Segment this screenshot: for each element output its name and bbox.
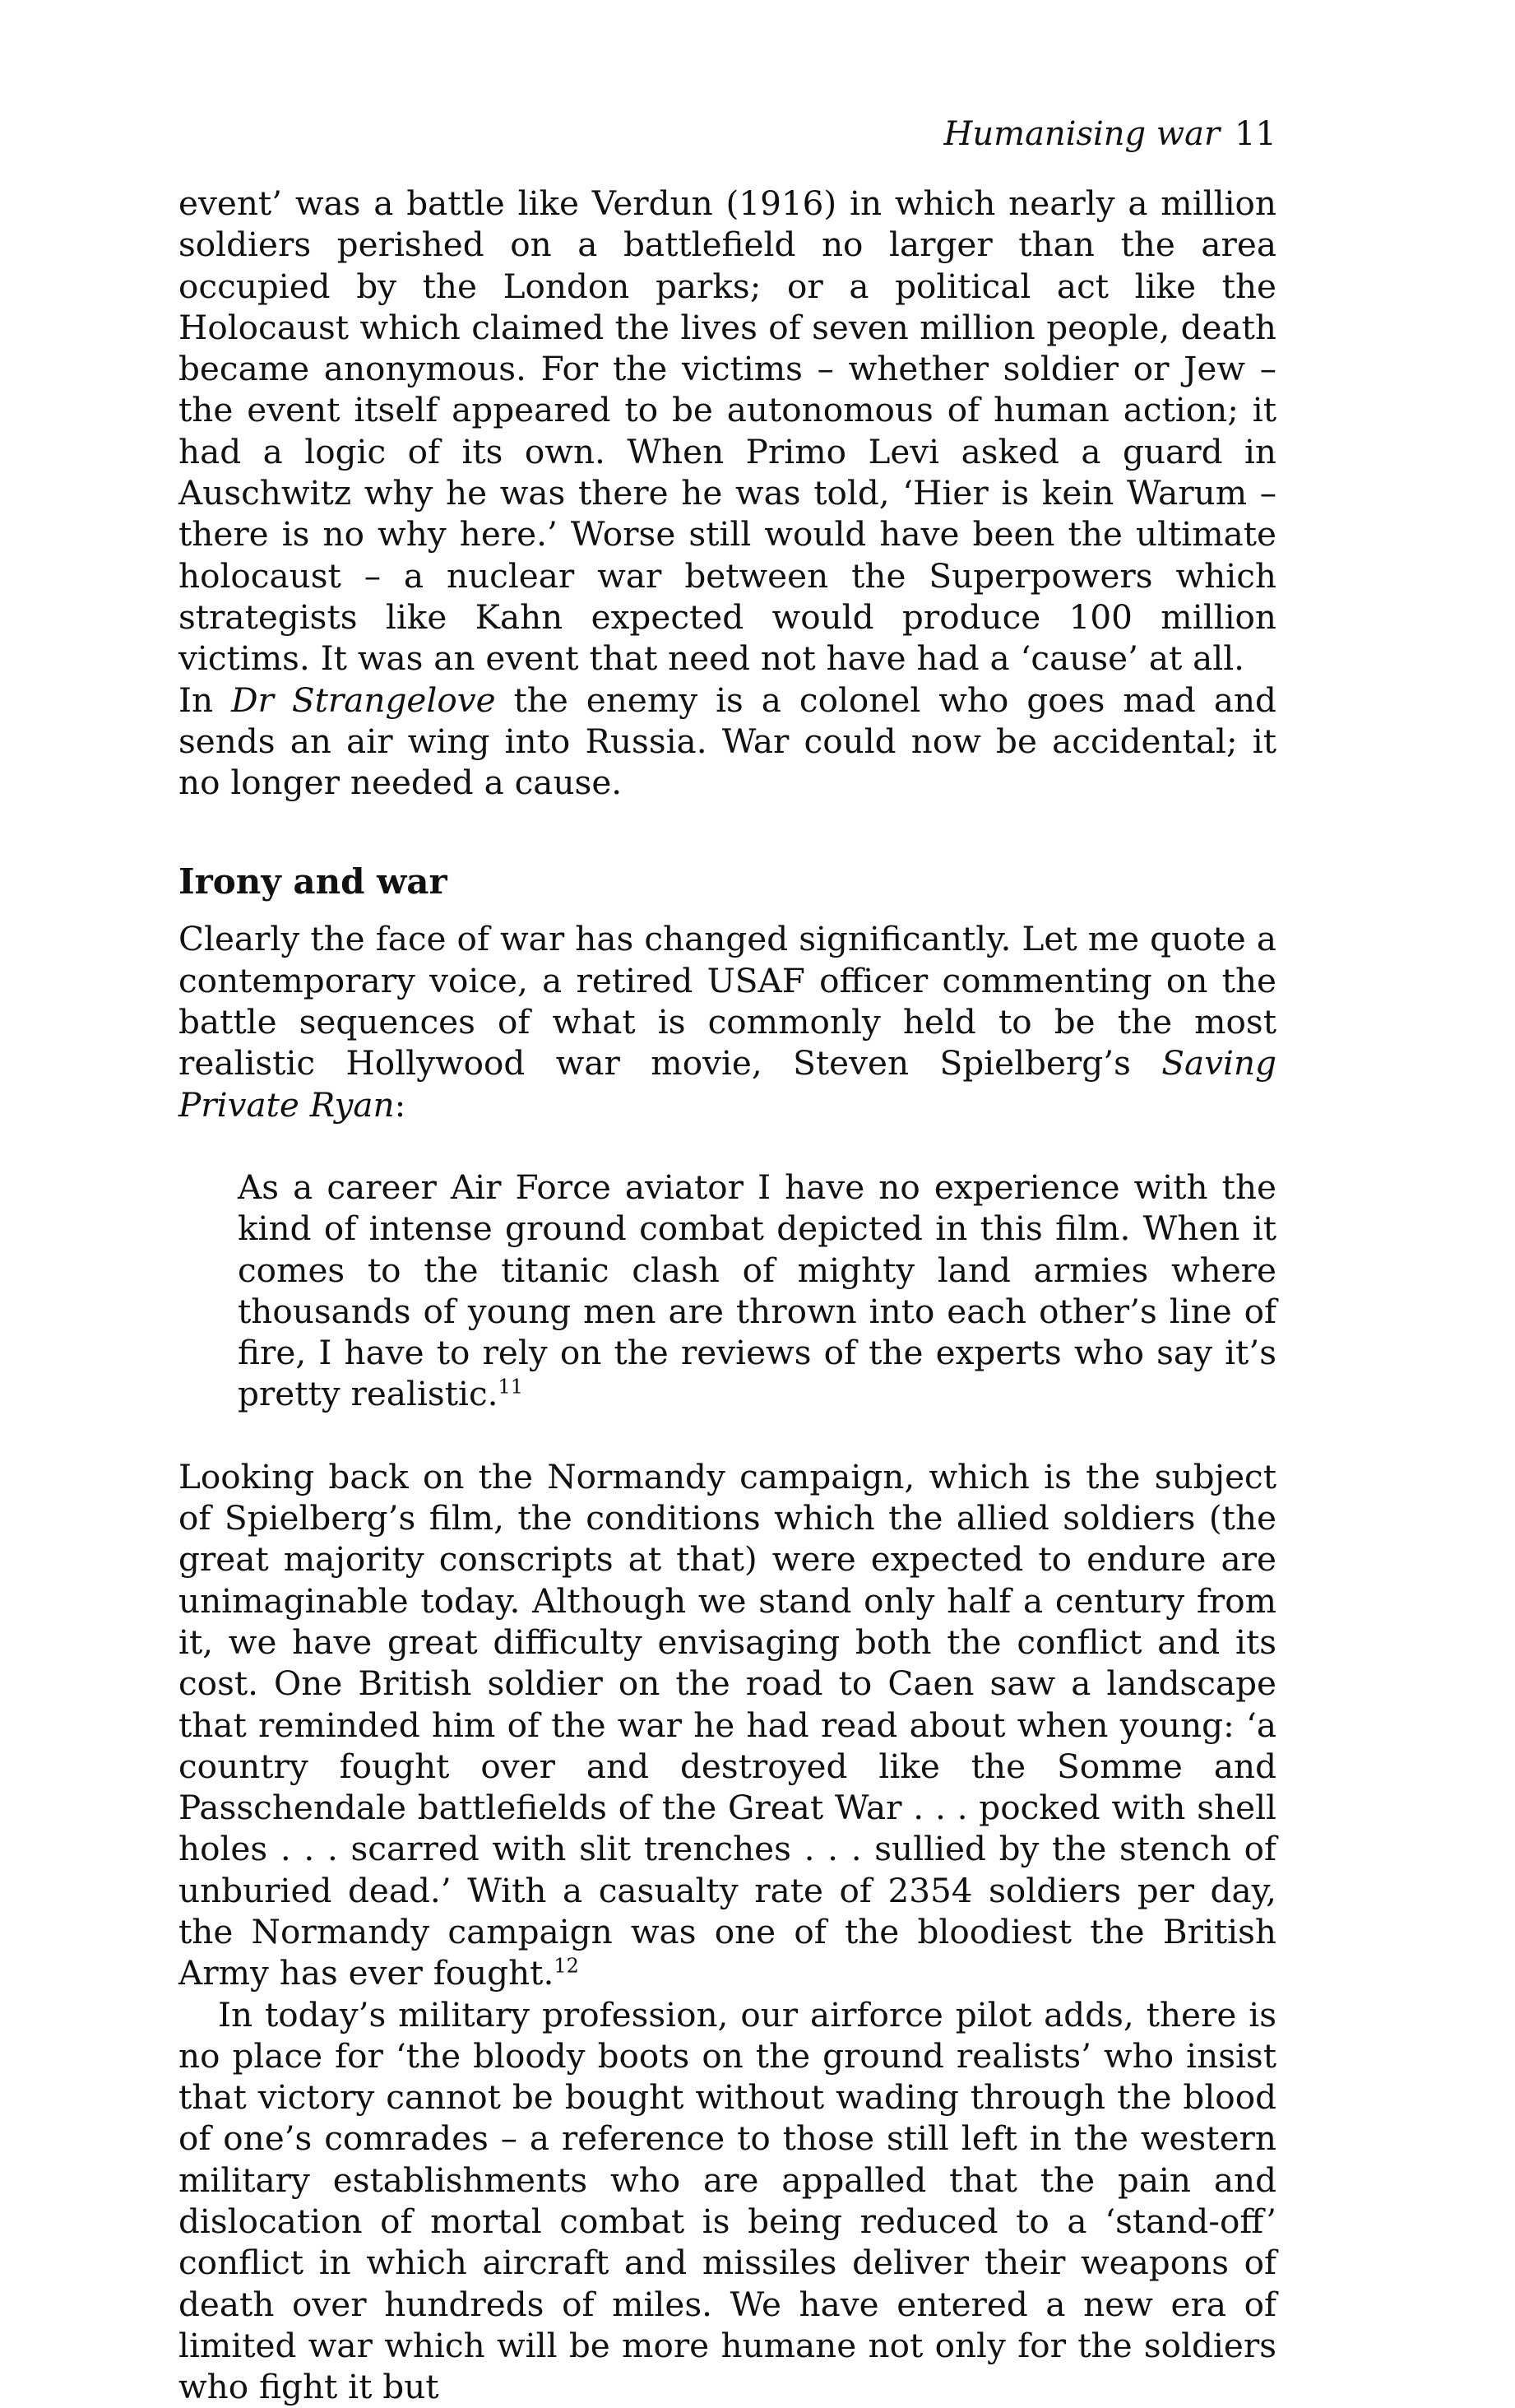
footnote-ref-11: 11 bbox=[498, 1375, 524, 1399]
running-head bbox=[178, 114, 1276, 155]
film-title-strangelove: Dr Strangelove bbox=[231, 680, 496, 720]
page-number: 11 bbox=[1235, 115, 1276, 153]
block-quote bbox=[238, 1167, 1276, 1415]
paragraph-3-text: Looking back on the Normandy campaign, which is the subject of Spielberg’s film, the conditions which the allied soldiers (the great majority conscripts at that) were expected to endure are unimaginable today. Although we stand only half a century from it, we have great difficulty envisaging both the conflict and its cost. One British soldier on the road to Caen saw a landscape that reminded him of the war he had read about when young: ‘a country fought over and destroyed like the Somme and Passchendale battlefields of the Great War . . . pocked with shell holes . . . scarred with slit trenches . . . sullied by the stench of unburied dead.’ With a casualty rate of 2354 soldiers per day, the Normandy campaign was one of the bloodiest the British Army has ever fought. bbox=[178, 1456, 1276, 1993]
paragraph-2-end: : bbox=[394, 1084, 406, 1125]
paragraph-1: event’ was a battle like Verdun (1916) in which nearly a million soldiers perished on a battlefield no larger than the area occupied by the London parks; or a political act like the Holocaust which claimed the lives of seven million people, death became anonymous. For the victims – whether soldier or Jew – the event itself appeared to be autonomous of human action; it had a logic of its own. When Primo Levi asked a guard in Auschwitz why he was there he was told, ‘Hier is kein Warum – there is no why here.’ Worse still would have been the ultimate holocaust – a nuclear war between the Superpowers which strategists like Kahn expected would produce 100 million victims. It was an event that need not have had a ‘cause’ at all. bbox=[178, 183, 1276, 679]
film-title-private-ryan: Saving Private Ryan bbox=[178, 1043, 1276, 1125]
paragraph-3 bbox=[178, 1456, 1276, 1994]
paragraph-2 bbox=[178, 918, 1276, 1125]
paragraph-4: In today’s military profession, our airforce pilot adds, there is no place for ‘the bloody boots on the ground realists’ who insist that victory cannot be bought without wading through the blood of one’s comrades – a reference to those still left in the western military establishments who are appalled that the pain and dislocation of mortal combat is being reduced to a ‘stand-off’ conflict in which aircraft and missiles deliver their weapons of death over hundreds of miles. We have entered a new era of limited war which will be more humane not only for the soldiers who fight it but bbox=[178, 1994, 1276, 2407]
paragraph-1b-lead: In bbox=[178, 680, 232, 720]
block-quote-text: As a career Air Force aviator I have no experience with the kind of intense ground combat depicted in this film. When it comes to the titanic clash of mighty land armies where thousands of young men are thrown into each other’s line of fire, I have to rely on the reviews of the experts who say it’s pretty realistic. bbox=[238, 1167, 1276, 1414]
running-head-title: Humanising war bbox=[943, 115, 1221, 153]
paragraph-1b-rest: the enemy is a colonel who goes mad and sends an air wing into Russia. War could now be accidental; it no longer needed a cause. bbox=[178, 680, 1276, 803]
paragraph-1-continued bbox=[178, 680, 1276, 804]
section-heading: Irony and war bbox=[178, 861, 447, 902]
text-block bbox=[178, 114, 1276, 2408]
footnote-ref-12: 12 bbox=[554, 1954, 579, 1978]
paragraph-2-text: Clearly the face of war has changed significantly. Let me quote a contemporary voice, a retired USAF officer commenting on the battle sequences of what is commonly held to be the most realistic Hollywood war movie, Steven Spielberg’s bbox=[178, 919, 1276, 1083]
